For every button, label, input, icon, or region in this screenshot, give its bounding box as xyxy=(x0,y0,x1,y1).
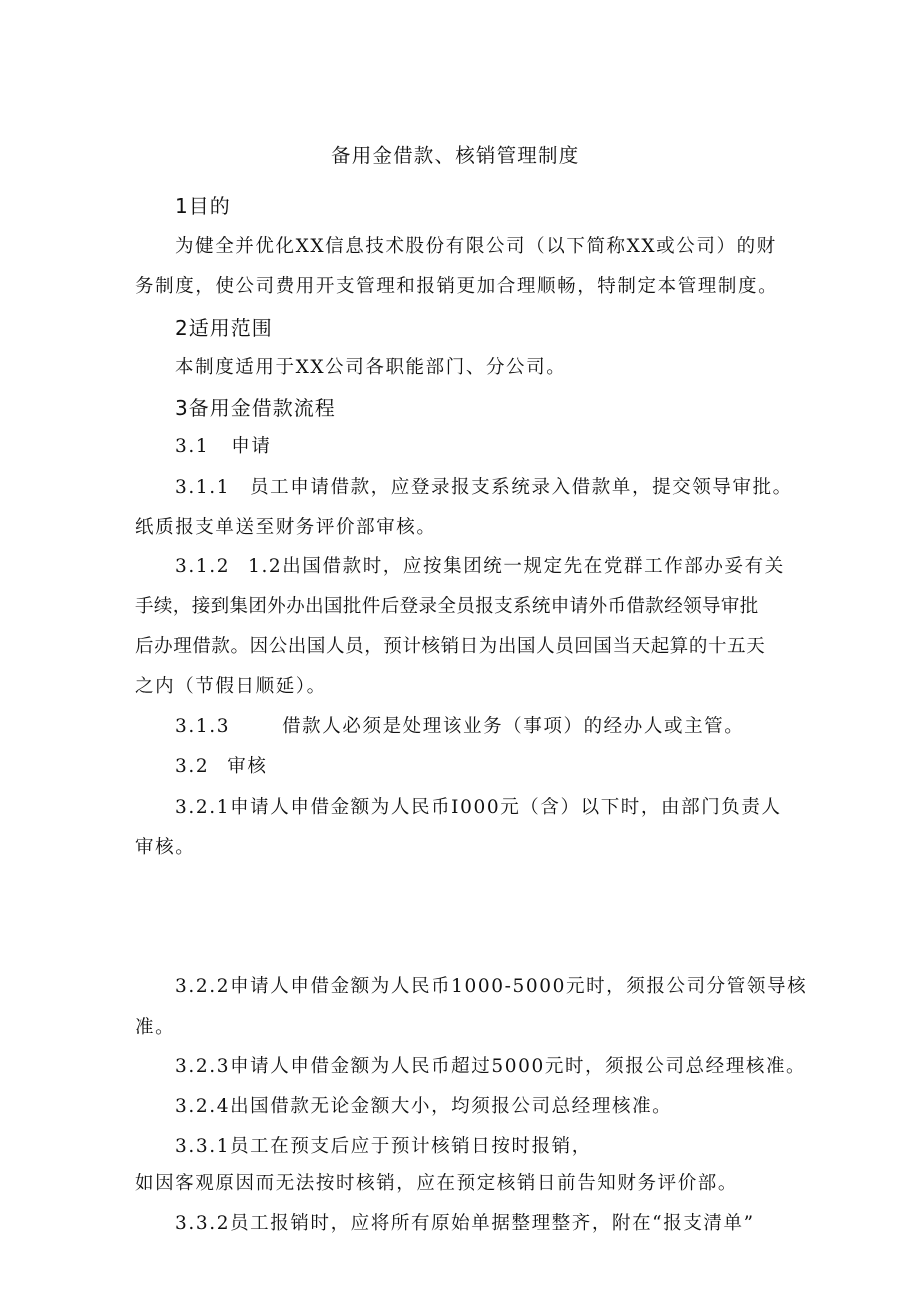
clause-number: 3.1.3 xyxy=(175,716,231,737)
paragraph-line: 3.2.2申请人申借金额为人民币1000-5000元时，须报公司分管领导核 xyxy=(175,976,808,997)
section-1-heading: 1目的 xyxy=(175,194,231,218)
paragraph-line: 审核。 xyxy=(135,837,196,858)
clause-number: 3.1 xyxy=(175,436,210,457)
paragraph-line: 3.3.2员工报销时，应将所有原始单据整理整齐，附在“报支清单” xyxy=(175,1213,755,1234)
section-3-heading: 3备用金借款流程 xyxy=(175,396,336,420)
document-title: 备用金借款、核销管理制度 xyxy=(331,144,580,167)
paragraph-line: 准。 xyxy=(135,1017,176,1038)
paragraph-line: 3.2.3申请人申借金额为人民币超过5000元时，须报公司总经理核准。 xyxy=(175,1056,807,1077)
paragraph-line: 为健全并优化XX信息技术股份有限公司（以下简称XX或公司）的财 xyxy=(175,236,777,257)
clause-3-1-1 xyxy=(175,479,793,498)
subsection-3-2 xyxy=(175,758,267,777)
paragraph-line: 本制度适用于XX公司各职能部门、分公司。 xyxy=(175,357,567,378)
subsection-3-1 xyxy=(175,438,271,457)
clause-text: 借款人必须是处理该业务（事项）的经办人或主管。 xyxy=(282,716,745,737)
paragraph-line: 3.3.1员工在预支后应于预计核销日按时报销， xyxy=(175,1136,592,1157)
paragraph-line: 后办理借款。因公出国人员，预计核销日为出国人员回国当天起算的十五天 xyxy=(135,636,766,657)
paragraph-line: 纸质报支单送至财务评价部审核。 xyxy=(135,517,437,538)
paragraph-line: 之内（节假日顺延）。 xyxy=(135,676,327,697)
section-2-heading: 2适用范围 xyxy=(175,316,273,340)
paragraph-line: 如因客观原因而无法按时核销，应在预定核销日前告知财务评价部。 xyxy=(135,1173,739,1194)
clause-text: 员工申请借款，应登录报支系统录入借款单，提交领导审批。 xyxy=(250,477,793,498)
clause-text: 审核 xyxy=(227,756,268,777)
paragraph-line: 3.2.4出国借款无论金额大小，均须报公司总经理核准。 xyxy=(175,1096,673,1117)
paragraph-line: 务制度，使公司费用开支管理和报销更加合理顺畅，特制定本管理制度。 xyxy=(135,276,779,297)
clause-text: 申请 xyxy=(231,436,272,457)
paragraph-line: 手续，接到集团外办出国批件后登录全员报支系统申请外币借款经领导审批 xyxy=(135,596,759,617)
paragraph-line: 3.2.1申请人申借金额为人民币I000元（含）以下时，由部门负责人 xyxy=(175,797,782,818)
clause-text: 1.2出国借款时，应按集团统一规定先在党群工作部办妥有关 xyxy=(248,556,785,577)
clause-3-1-2 xyxy=(175,558,785,577)
clause-number: 3.1.2 xyxy=(175,556,231,577)
clause-3-1-3 xyxy=(175,718,744,737)
clause-number: 3.1.1 xyxy=(175,477,231,498)
clause-number: 3.2 xyxy=(175,756,210,777)
